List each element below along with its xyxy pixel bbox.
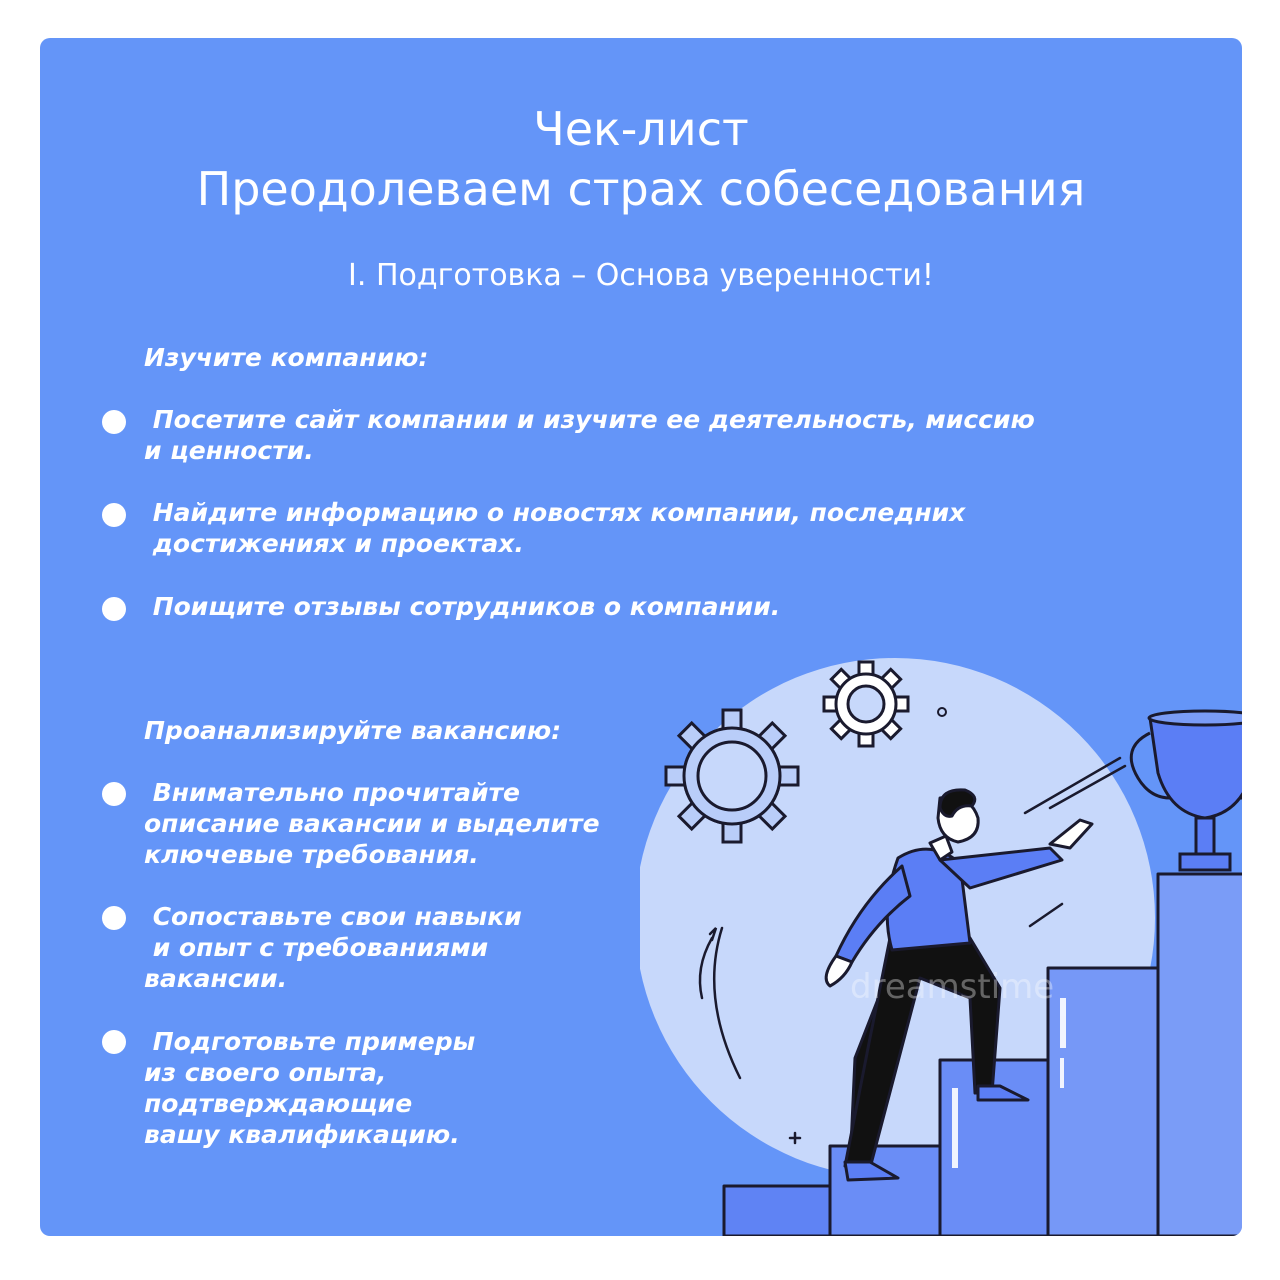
bullet-icon: [102, 782, 126, 806]
list-item: Подготовьте примеры из своего опыта, подтверждающие вашу квалификацию.: [144, 1027, 476, 1149]
step-bar: [1158, 874, 1242, 1236]
section-heading-company: Изучите компанию:: [144, 343, 429, 372]
section-subtitle: I. Подготовка – Основа уверенности!: [348, 258, 934, 293]
list-item: Найдите информацию о новостях компании, последних достижениях и проектах.: [152, 498, 966, 558]
step-bar: [724, 1186, 840, 1236]
page-title-line1: Чек-лист: [533, 102, 749, 156]
list-item: Сопоставьте свои навыки и опыт с требованиями вакансии.: [144, 902, 522, 993]
career-growth-illustration: [640, 638, 1242, 1236]
gear-icon: [824, 662, 908, 746]
bullet-icon: [102, 906, 126, 930]
bullet-icon: [102, 1030, 126, 1054]
list-item: Посетите сайт компании и изучите ее деятельность, миссию и ценности.: [144, 405, 1035, 465]
page-title-line2: Преодолеваем страх собеседования: [196, 162, 1086, 216]
watermark-text: dreamstime: [850, 967, 1055, 1007]
section-heading-vacancy: Проанализируйте вакансию:: [144, 716, 562, 745]
gear-icon: [666, 710, 798, 842]
list-item: Внимательно прочитайте описание вакансии и выделите ключевые требования.: [144, 778, 600, 869]
bullet-icon: [102, 597, 126, 621]
list-item: Поищите отзывы сотрудников о компании.: [144, 592, 781, 621]
bullet-icon: [102, 410, 126, 434]
trophy-icon: [1131, 711, 1242, 870]
checklist-card: [40, 38, 1242, 1236]
bullet-icon: [102, 503, 126, 527]
